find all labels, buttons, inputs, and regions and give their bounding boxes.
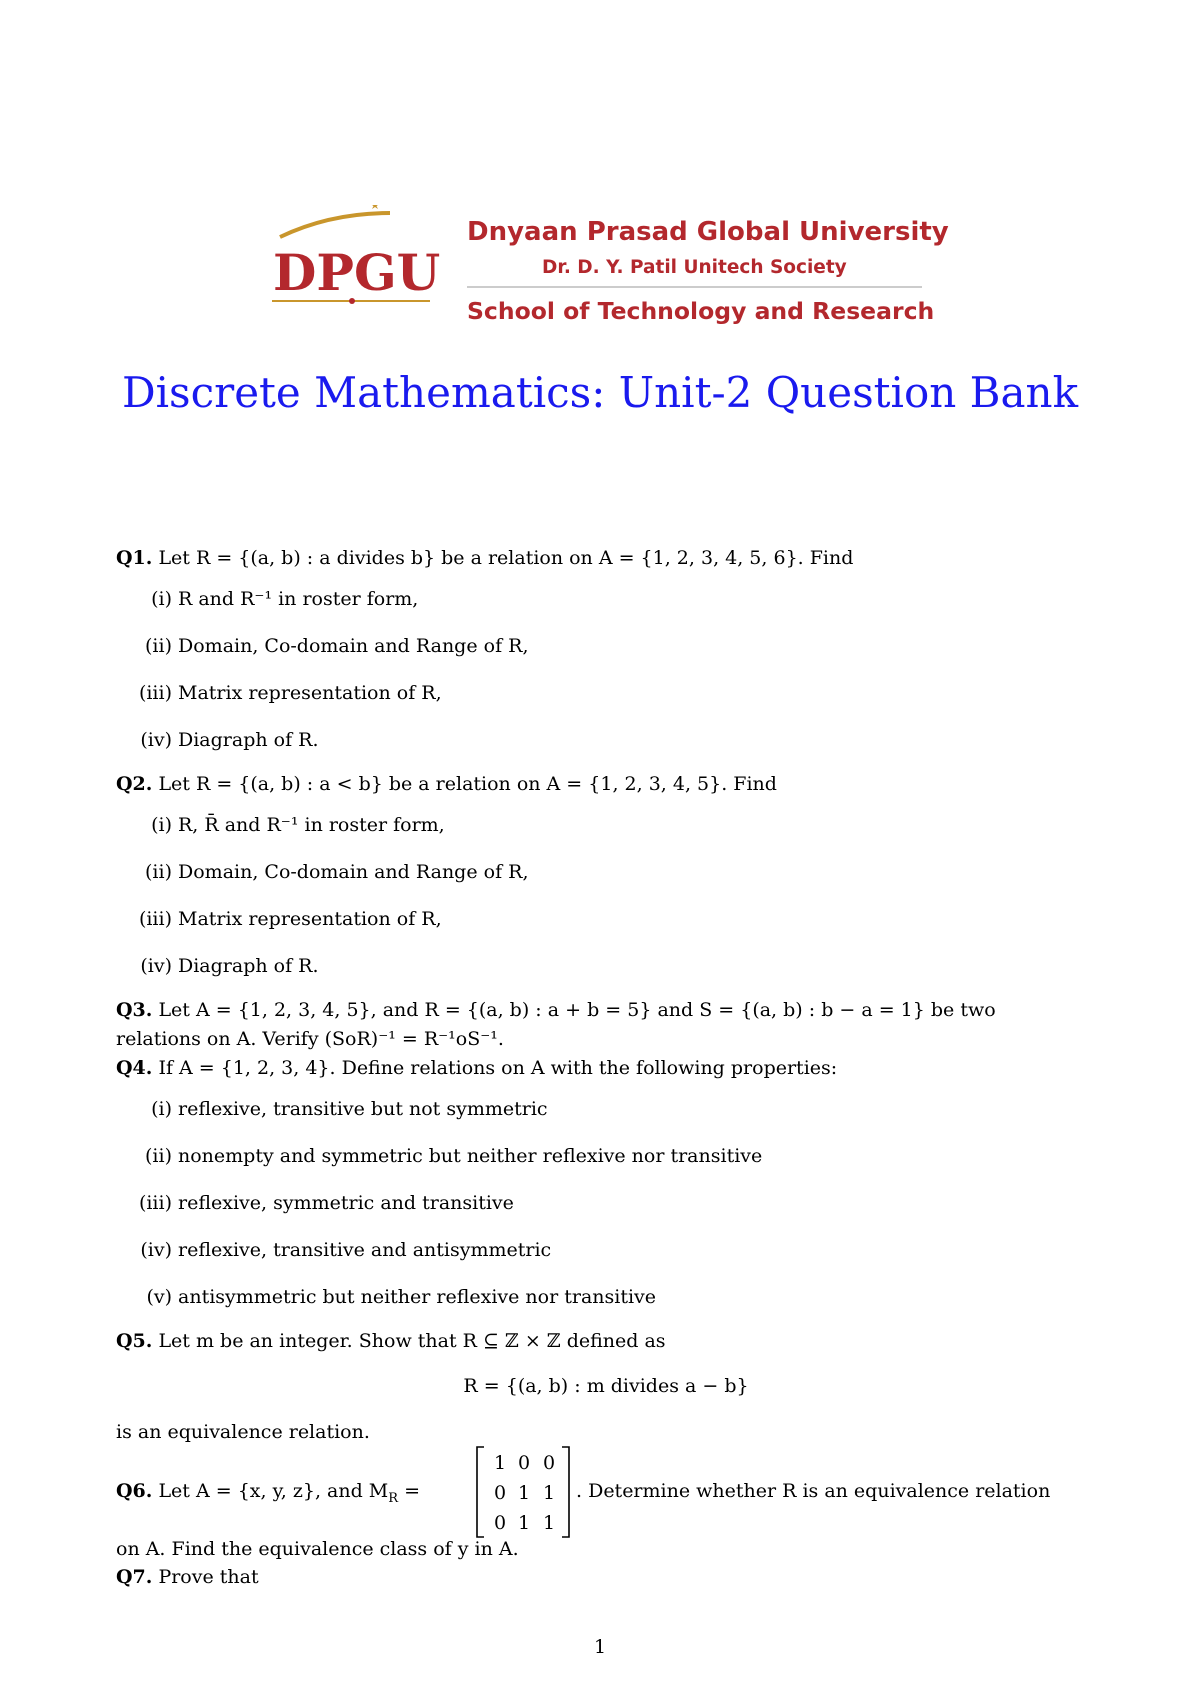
page-title: Discrete Mathematics: Unit-2 Question Bank [121, 368, 1079, 417]
question-2 [116, 771, 777, 797]
question-label: Q5. [116, 1330, 153, 1352]
matrix-cell: 0 [518, 1452, 531, 1474]
list-item: (v) antisymmetric but neither reflexive nor transitive [146, 1286, 657, 1308]
list-item: (i) reflexive, transitive but not symmetric [151, 1098, 548, 1120]
list-item: (iii) Matrix representation of R, [138, 682, 442, 704]
school-name: School of Technology and Research [467, 297, 935, 325]
matrix-cell: 1 [543, 1482, 556, 1504]
logo-star [372, 205, 378, 209]
question-text: Let A = {1, 2, 3, 4, 5}, and R = {(a, b) : a + b = 5} and S = {(a, b) : b − a = 1} be two [158, 999, 996, 1021]
matrix-right-bracket [562, 1447, 569, 1537]
question-6-continued: on A. Find the equivalence class of y in A. [116, 1538, 519, 1560]
question-6: Q6. Let A = {x, y, z}, and $M_R$ = [116, 1480, 421, 1506]
question-text: Let R = {(a, b) : a < b} be a relation on A = {1, 2, 3, 4, 5}. Find [158, 773, 777, 795]
question-label: Q6. [116, 1480, 153, 1502]
question-label: Q2. [116, 773, 153, 795]
matrix-cell: 1 [494, 1452, 507, 1474]
question-5-continued: is an equivalence relation. [116, 1421, 370, 1443]
matrix-cell: 1 [518, 1512, 531, 1534]
question-text: If A = {1, 2, 3, 4}. Define relations on A with the following properties: [158, 1057, 838, 1079]
matrix-left-bracket [477, 1447, 484, 1537]
logo-swoosh [280, 213, 390, 237]
page-number: 1 [593, 1636, 607, 1658]
question-label: Q7. [116, 1566, 153, 1588]
header-logo [270, 205, 949, 330]
question-3-continued: relations on A. Verify (SoR)⁻¹ = R⁻¹oS⁻¹. [116, 1028, 504, 1050]
list-item: (iii) reflexive, symmetric and transitive [138, 1192, 514, 1214]
society-name: Dr. D. Y. Patil Unitech Society [542, 257, 847, 278]
list-item: (ii) Domain, Co-domain and Range of R, [145, 861, 529, 883]
question-label: Q3. [116, 999, 153, 1021]
list-item: (iv) reflexive, transitive and antisymmetric [140, 1239, 552, 1261]
question-3 [116, 997, 996, 1023]
matrix-cell: 0 [494, 1512, 507, 1534]
question-text: Let R = {(a, b) : a divides b} be a relation on A = {1, 2, 3, 4, 5, 6}. Find [158, 547, 854, 569]
list-item: (iv) Diagraph of R. [140, 729, 319, 751]
list-item: (ii) Domain, Co-domain and Range of R, [145, 635, 529, 657]
matrix-mr [474, 1445, 574, 1539]
list-item: (iii) Matrix representation of R, [138, 908, 442, 930]
matrix-cell: 1 [543, 1512, 556, 1534]
question-text: Let m be an integer. Show that R ⊆ ℤ × ℤ defined as [158, 1330, 666, 1352]
university-name: Dnyaan Prasad Global University [467, 217, 949, 247]
matrix-cell: 0 [494, 1482, 507, 1504]
matrix-cell: 1 [518, 1482, 531, 1504]
question-label: Q4. [116, 1057, 153, 1079]
question-1 [116, 545, 853, 571]
displayed-equation: R = {(a, b) : m divides a − b} [463, 1375, 749, 1397]
question-6-after-matrix: . Determine whether R is an equivalence relation [576, 1480, 1051, 1502]
list-item: (i) R, R̄ and R⁻¹ in roster form, [151, 814, 445, 836]
question-5 [116, 1328, 666, 1354]
question-7 [116, 1564, 259, 1590]
subscript: R [388, 1490, 399, 1506]
question-text: Prove that [158, 1566, 259, 1588]
list-item: (iv) Diagraph of R. [140, 955, 319, 977]
question-4 [116, 1055, 837, 1081]
matrix-cell: 0 [543, 1452, 556, 1474]
list-item: (ii) nonempty and symmetric but neither reflexive nor transitive [145, 1145, 763, 1167]
logo-text: DPGU [273, 243, 441, 302]
question-label: Q1. [116, 547, 153, 569]
list-item: (i) R and R⁻¹ in roster form, [151, 588, 419, 610]
